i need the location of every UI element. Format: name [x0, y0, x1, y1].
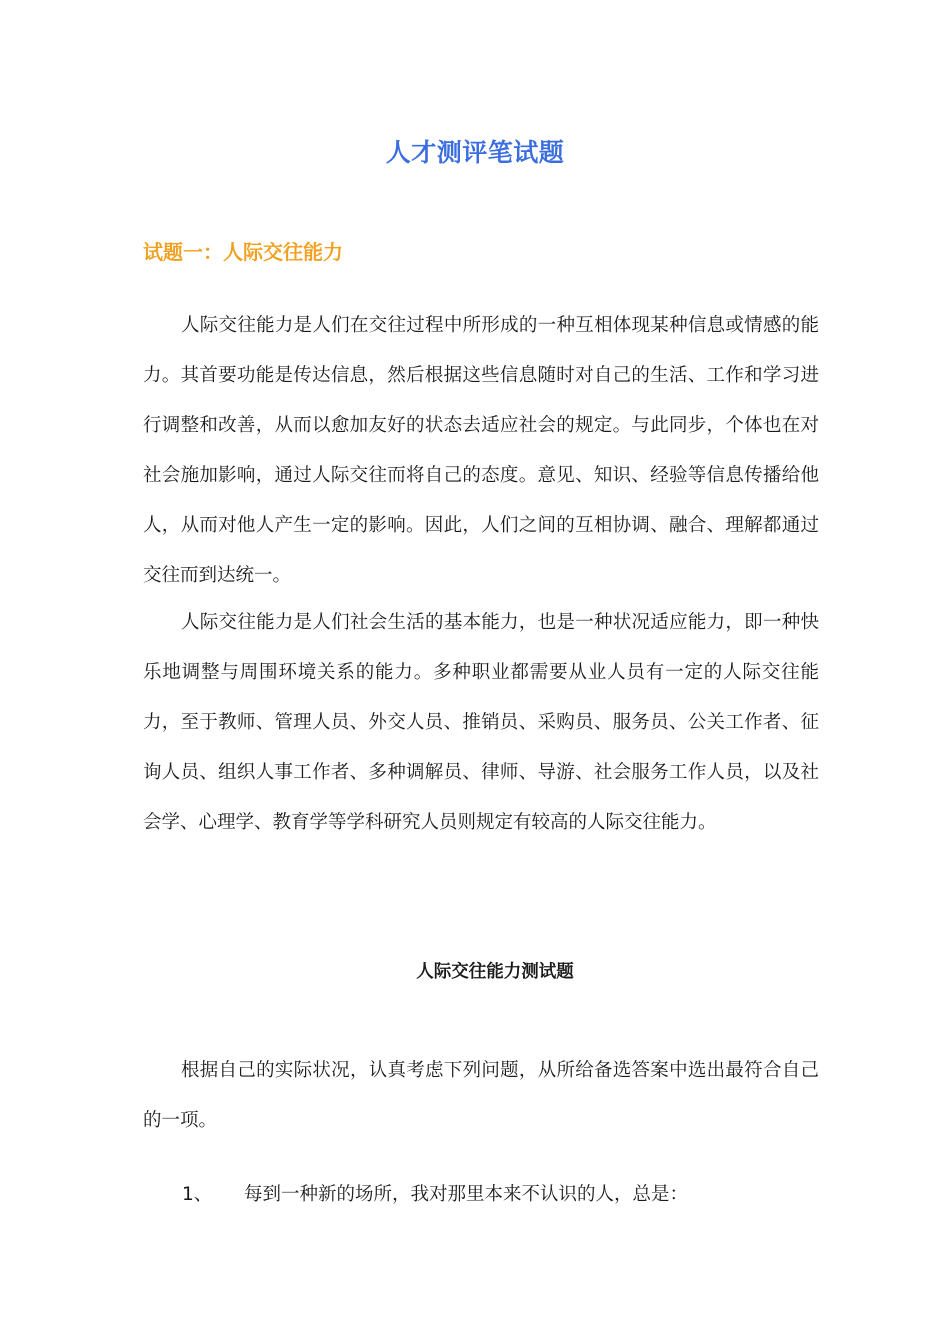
- question-text: 每到一种新的场所，我对那里本来不认识的人，总是：: [244, 1184, 689, 1205]
- paragraph-intro: 人际交往能力是人们在交往过程中所形成的一种互相体现某种信息或情感的能力。其首要功能是传达信息，然后根据这些信息随时对自己的生活、工作和学习进行调整和改善，从而以愈加友好的状态去适应社会的规定。与此同步，个体也在对社会施加影响，通过人际交往而将自己的态度。意见、知识、经验等信息传播给他人，从而对他人产生一定的影响。因此，人们之间的互相协调、融合、理解都通过交往而到达统一。: [143, 315, 819, 586]
- document-title: 人才测评笔试题: [385, 138, 565, 167]
- question-item: [182, 1180, 688, 1206]
- paragraph-occupations: 人际交往能力是人们社会生活的基本能力，也是一种状况适应能力，即一种快乐地调整与周围环境关系的能力。多种职业都需要从业人员有一定的人际交往能力，至于教师、管理人员、外交人员、推销员、采购员、服务员、公关工作者、征询人员、组织人事工作者、多种调解员、律师、导游、社会服务工作人员，以及社会学、心理学、教育学等学科研究人员则规定有较高的人际交往能力。: [143, 612, 819, 833]
- question-number: 1、: [182, 1184, 213, 1205]
- test-title: 人际交往能力测试题: [416, 962, 574, 982]
- instruction-paragraph: 根据自己的实际状况，认真考虑下列问题，从所给备选答案中选出最符合自己的一项。: [143, 1060, 819, 1131]
- section-heading: 试题一：人际交往能力: [143, 240, 343, 264]
